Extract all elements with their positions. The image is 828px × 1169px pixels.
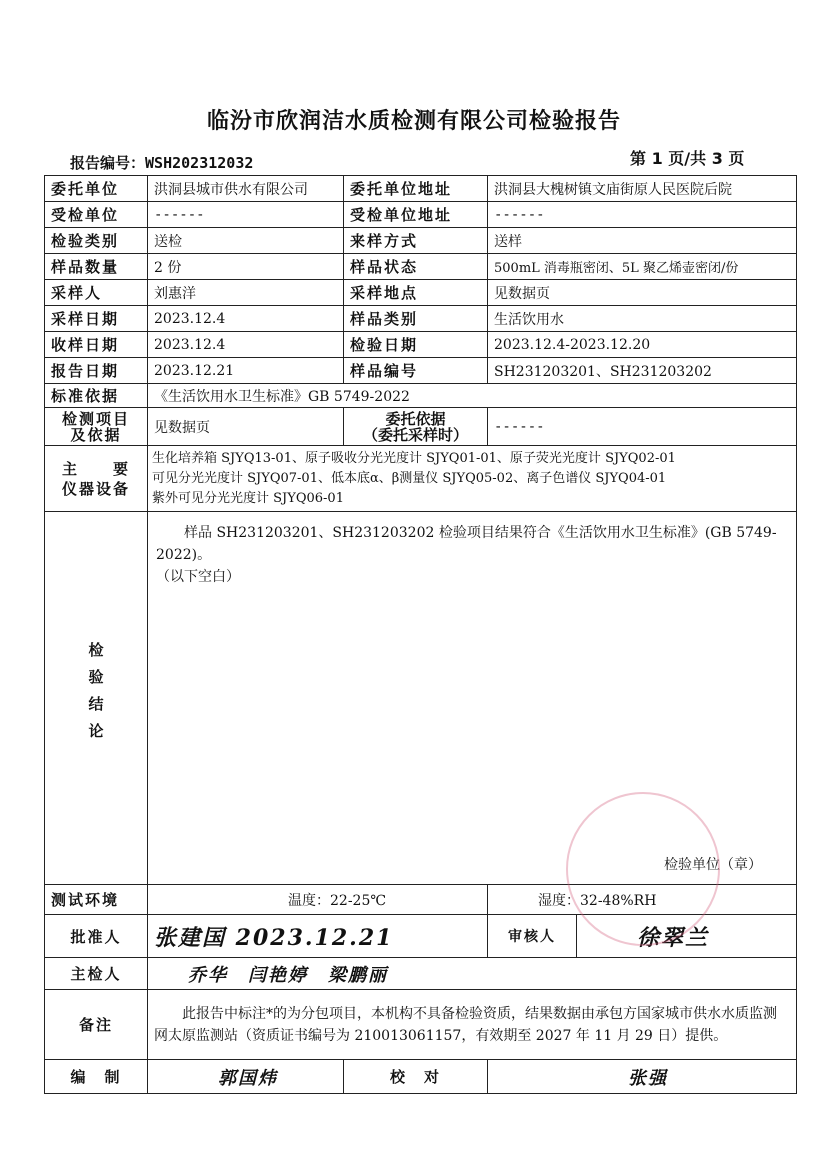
inspector-label: 主检人 bbox=[45, 958, 148, 990]
report-table bbox=[44, 175, 797, 1094]
report-number-label: 报告编号： bbox=[70, 154, 146, 172]
location-value: 见数据页 bbox=[488, 280, 797, 306]
reviewer-signature: 徐翠兰 bbox=[637, 924, 710, 951]
client-address-value: 洪洞县大槐树镇文庙街原人民医院后院 bbox=[488, 176, 797, 202]
basis-label-line1: 委托依据 bbox=[385, 409, 446, 428]
conclusion-text bbox=[156, 522, 788, 588]
instruments-label bbox=[45, 446, 148, 512]
instruments-line-2: 可见分光光度计 SJYQ07-01、低本底α、β测量仪 SJYQ05-02、离子色谱仪 SJYQ04-01 bbox=[152, 470, 667, 486]
items-label bbox=[45, 408, 148, 446]
conclusion-label: 检验结论 bbox=[86, 642, 105, 750]
report-title: 临汾市欣润洁水质检测有限公司检验报告 bbox=[206, 109, 621, 134]
inspected-label: 受检单位 bbox=[45, 202, 148, 228]
checker-label: 校 对 bbox=[344, 1060, 488, 1094]
reviewer-label: 审核人 bbox=[488, 915, 577, 957]
environment-label: 测试环境 bbox=[45, 885, 148, 915]
sampling-method-label: 来样方式 bbox=[344, 228, 488, 254]
sampler-value: 刘惠洋 bbox=[148, 280, 344, 306]
conclusion-line-1: 样品 SH231203201、SH231203202 检验项目结果符合《生活饮用水卫生标准》(GB 5749-2022)。 bbox=[156, 525, 777, 563]
sampling-method-value: 送样 bbox=[488, 228, 797, 254]
report-date-label: 报告日期 bbox=[45, 358, 148, 384]
sampling-date-label: 采样日期 bbox=[45, 306, 148, 332]
page-info: 第 1 页/共 3 页 bbox=[630, 149, 745, 168]
inspected-address-value: ------ bbox=[488, 202, 797, 228]
standard-label: 标准依据 bbox=[45, 384, 148, 408]
sample-type-value: 生活饮用水 bbox=[488, 306, 797, 332]
inspector-signatures: 乔华 闫艳婷 梁鹏丽 bbox=[148, 958, 797, 990]
compiler-signature: 郭国炜 bbox=[148, 1060, 344, 1094]
checker-signature: 张强 bbox=[488, 1060, 797, 1094]
test-date-value: 2023.12.4-2023.12.20 bbox=[488, 332, 797, 358]
receive-date-value: 2023.12.4 bbox=[148, 332, 344, 358]
remarks-label: 备注 bbox=[45, 990, 148, 1060]
client-label: 委托单位 bbox=[45, 176, 148, 202]
inspected-address-label: 受检单位地址 bbox=[344, 202, 488, 228]
temperature-value: 温度：22-25℃ bbox=[148, 885, 488, 915]
items-value: 见数据页 bbox=[148, 408, 344, 446]
remarks-value: 此报告中标注*的为分包项目，本机构不具备检验资质，结果数据由承包方国家城市供水水质监测网太原监测站（资质证书编号为 210013061157，有效期至 2027 年 11 月 29 日）提供。 bbox=[148, 990, 797, 1060]
humidity-value: 湿度：32-48%RH bbox=[488, 885, 797, 915]
company-seal bbox=[566, 792, 720, 946]
conclusion-label-cell bbox=[45, 512, 148, 885]
inspection-unit-seal-label: 检验单位（章） bbox=[664, 857, 762, 873]
report-number bbox=[70, 152, 253, 173]
instruments-line-3: 紫外可见分光光度计 SJYQ06-01 bbox=[152, 490, 344, 506]
receive-date-label: 收样日期 bbox=[45, 332, 148, 358]
sample-number-value: SH231203201、SH231203202 bbox=[488, 358, 797, 384]
report-number-value: WSH202312032 bbox=[145, 154, 254, 172]
state-label: 样品状态 bbox=[344, 254, 488, 280]
instruments-line-1: 生化培养箱 SJYQ13-01、原子吸收分光光度计 SJYQ01-01、原子荧光光度计 SJYQ02-01 bbox=[152, 450, 676, 466]
approver-signature: 张建国 2023.12.21 bbox=[148, 915, 488, 958]
items-label-line1: 检测项目 bbox=[61, 409, 130, 428]
location-label: 采样地点 bbox=[344, 280, 488, 306]
items-label-line2: 及依据 bbox=[70, 425, 122, 444]
basis-label-line2: （委托采样时） bbox=[362, 425, 468, 444]
sampling-date-value: 2023.12.4 bbox=[148, 306, 344, 332]
compiler-label: 编 制 bbox=[45, 1060, 148, 1094]
approver-label: 批准人 bbox=[45, 915, 148, 958]
sample-type-label: 样品类别 bbox=[344, 306, 488, 332]
instruments-label-line2: 仪器设备 bbox=[61, 479, 130, 498]
standard-value: 《生活饮用水卫生标准》GB 5749-2022 bbox=[148, 384, 797, 408]
client-value: 洪洞县城市供水有限公司 bbox=[148, 176, 344, 202]
report-date-value: 2023.12.21 bbox=[148, 358, 344, 384]
basis-value: ------ bbox=[488, 408, 797, 446]
conclusion-line-2: （以下空白） bbox=[156, 569, 240, 585]
sampler-label: 采样人 bbox=[45, 280, 148, 306]
state-value: 500mL 消毒瓶密闭、5L 聚乙烯壶密闭/份 bbox=[488, 254, 797, 280]
sample-number-label: 样品编号 bbox=[344, 358, 488, 384]
quantity-label: 样品数量 bbox=[45, 254, 148, 280]
inspected-value: ------ bbox=[148, 202, 344, 228]
category-label: 检验类别 bbox=[45, 228, 148, 254]
quantity-value: 2 份 bbox=[148, 254, 344, 280]
instruments-label-line1: 主 要 bbox=[61, 459, 130, 478]
client-address-label: 委托单位地址 bbox=[344, 176, 488, 202]
basis-label bbox=[344, 408, 488, 446]
instruments-value bbox=[148, 446, 797, 512]
category-value: 送检 bbox=[148, 228, 344, 254]
test-date-label: 检验日期 bbox=[344, 332, 488, 358]
